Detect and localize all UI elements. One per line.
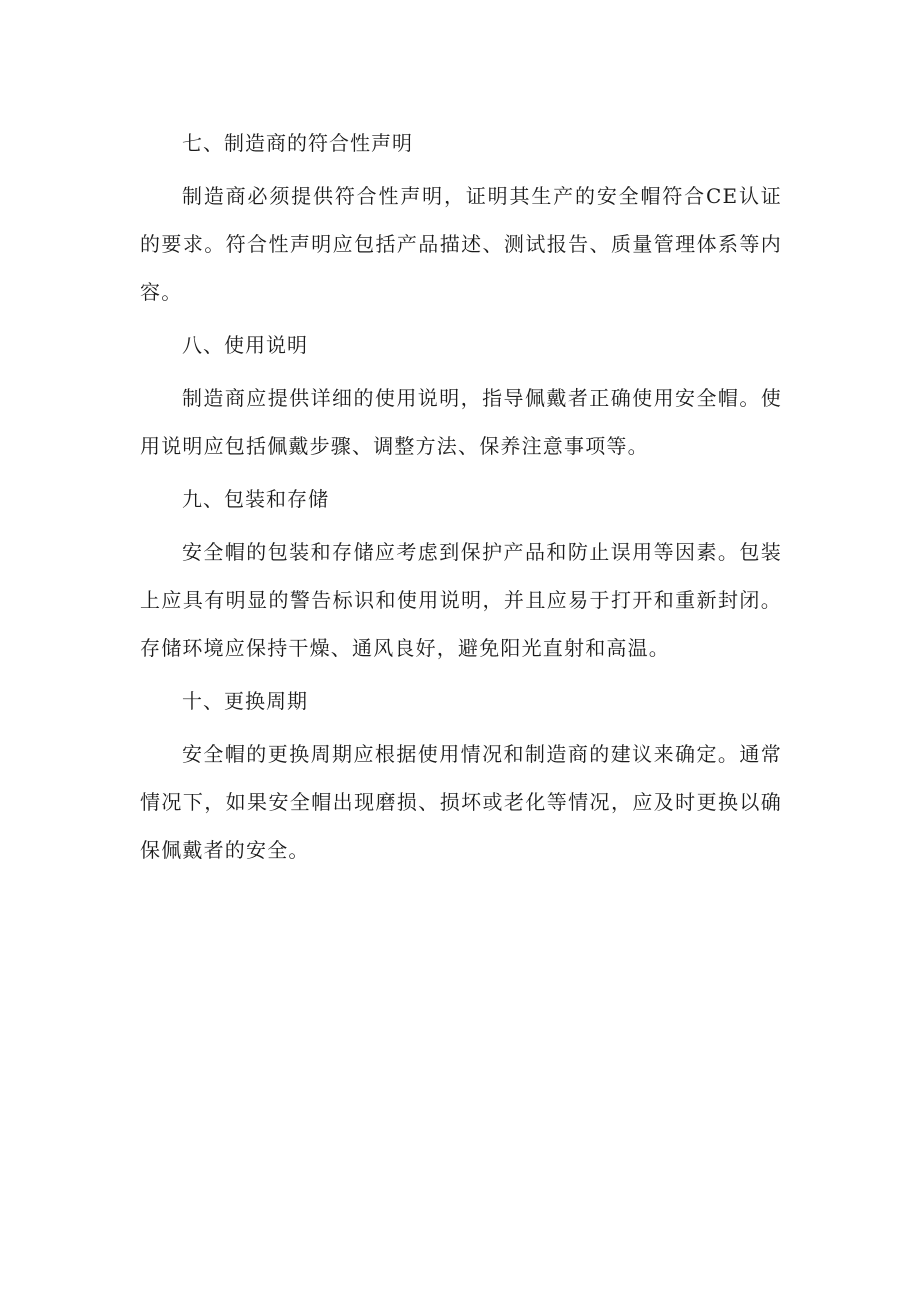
section-10: [140, 682, 782, 874]
section-body: 安全帽的包装和存储应考虑到保护产品和防止误用等因素。包装上应具有明显的警告标识和使用说明，并且应易于打开和重新封闭。存储环境应保持干燥、通风良好，避免阳光直射和高温。: [140, 540, 782, 660]
section-heading: 十、更换周期: [182, 689, 308, 713]
section-7: [140, 124, 782, 316]
section-body: 安全帽的更换周期应根据使用情况和制造商的建议来确定。通常情况下，如果安全帽出现磨损、损坏或老化等情况，应及时更换以确保佩戴者的安全。: [140, 742, 782, 862]
section-8: [140, 326, 782, 470]
section-heading: 八、使用说明: [182, 333, 308, 357]
section-heading: 九、包装和存储: [182, 487, 329, 511]
section-9: [140, 480, 782, 672]
section-heading: 七、制造商的符合性声明: [182, 131, 413, 155]
section-body: 制造商必须提供符合性声明，证明其生产的安全帽符合CE认证的要求。符合性声明应包括产品描述、测试报告、质量管理体系等内容。: [140, 184, 782, 304]
document-content: [140, 124, 782, 884]
section-body: 制造商应提供详细的使用说明，指导佩戴者正确使用安全帽。使用说明应包括佩戴步骤、调整方法、保养注意事项等。: [140, 386, 782, 458]
